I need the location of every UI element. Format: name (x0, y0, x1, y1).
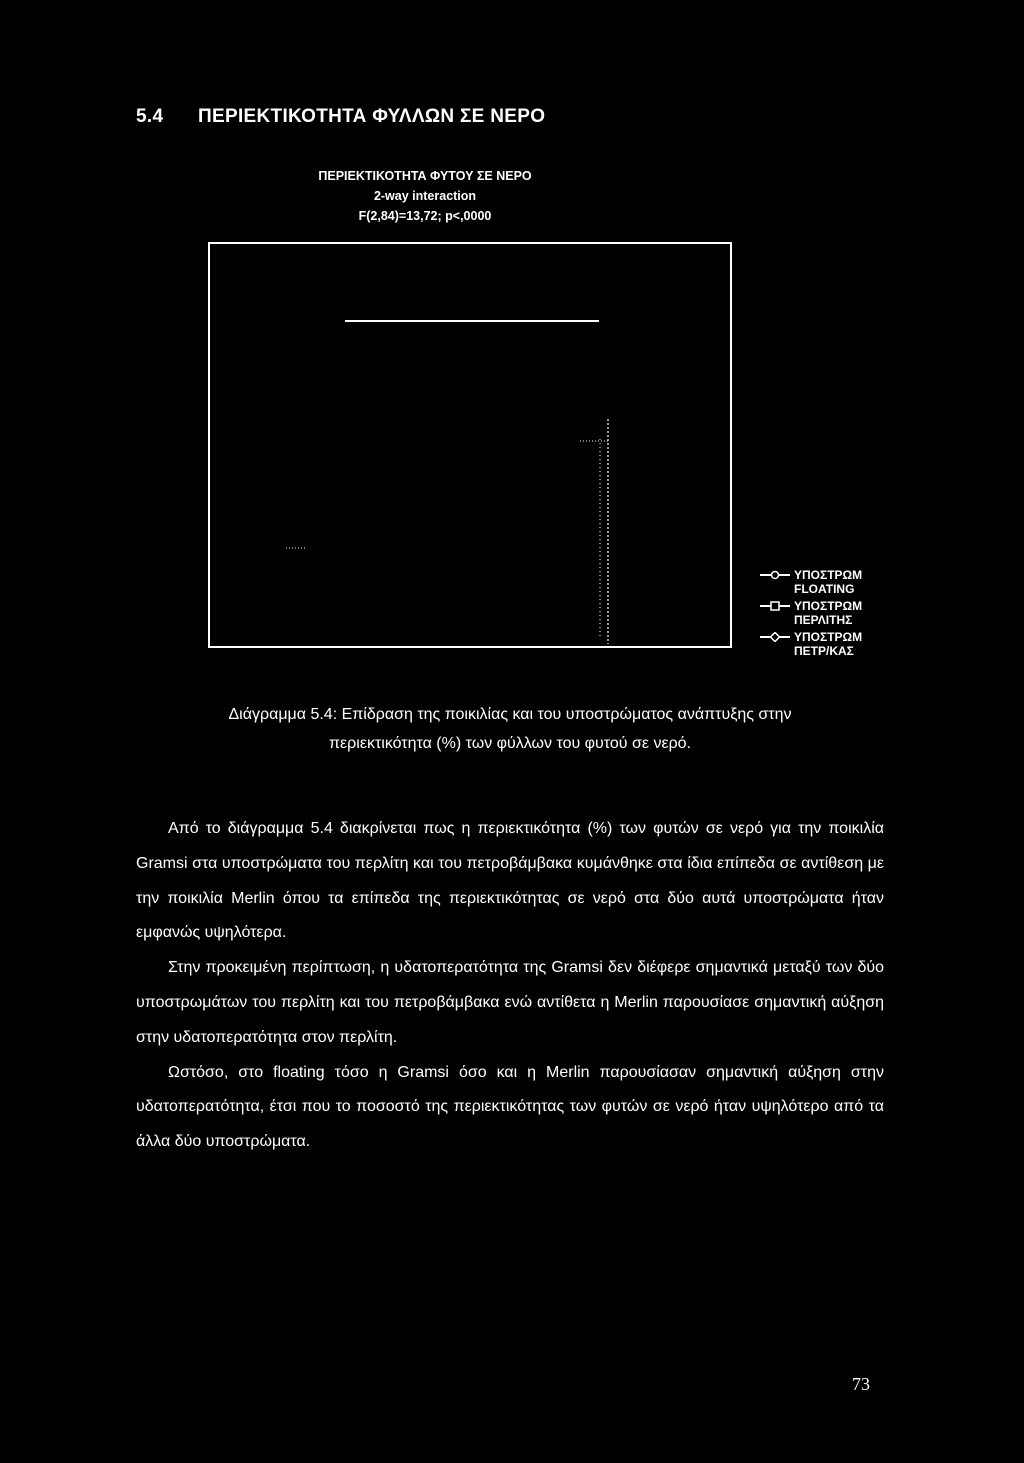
chart-title: ΠΕΡΙΕΚΤΙΚΟΤΗΤΑ ΦΥΤΟΥ ΣΕ ΝΕΡΟ (318, 169, 532, 183)
section-number: 5.4 (136, 106, 164, 127)
page-number: 73 (852, 1374, 870, 1394)
legend-label: ΠΕΡΛΙΤΗΣ (794, 613, 853, 627)
chart-subtitle: 2-way interaction (373, 189, 477, 203)
caption-line: περιεκτικότητα (%) των φύλλων του φυτού σε νερό. (328, 735, 692, 752)
figure-caption (136, 700, 884, 758)
legend-item-perlite (760, 599, 862, 627)
legend-item-floating (760, 568, 862, 596)
square-marker-icon (760, 601, 790, 611)
diamond-marker-icon (760, 632, 790, 642)
legend-label: ΥΠΟΣΤΡΩΜ (794, 599, 863, 613)
section-title: ΠΕΡΙΕΚΤΙΚΟΤΗΤΑ ΦΥΛΛΩΝ ΣΕ ΝΕΡΟ (198, 106, 546, 127)
section-heading (136, 106, 545, 128)
body-text (136, 812, 884, 1160)
chart-svg (210, 244, 730, 646)
legend-label: ΥΠΟΣΤΡΩΜ (794, 568, 863, 582)
paragraph: Ωστόσο, στο floating τόσο η Gramsi όσο και η Merlin παρουσίασαν σημαντική αύξηση στην υδατοπερατότητα, έτσι που το ποσοστό της περιεκτικότητας των φυτών σε νερό ήταν υψηλότερο από τα άλλα δύο υποστρώματα. (136, 1063, 884, 1151)
legend-item-rockwool (760, 630, 862, 658)
chart-statistic: F(2,84)=13,72; p<,0000 (358, 209, 492, 223)
legend-label: FLOATING (794, 582, 855, 596)
caption-line: Διάγραμμα 5.4: Επίδραση της ποικιλίας και του υποστρώματος ανάπτυξης στην (228, 706, 792, 723)
chart-plot-area (208, 242, 732, 648)
chart-legend (760, 568, 862, 661)
paragraph: Στην προκειμένη περίπτωση, η υδατοπερατότητα της Gramsi δεν διέφερε σημαντικά μεταξύ των δύο υποστρωμάτων του περλίτη και του πετροβάμβακα ενώ αντίθετα η Merlin παρουσίασε σημαντική αύξηση στην υδατοπερατότητα στον περλίτη. (136, 959, 884, 1046)
circle-marker-icon (760, 570, 790, 580)
legend-label: ΥΠΟΣΤΡΩΜ (794, 630, 863, 644)
paragraph: Από το διάγραμμα 5.4 διακρίνεται πως η περιεκτικότητα (%) των φυτών σε νερό για την ποικιλία Gramsi στα υποστρώματα του περλίτη και του πετροβάμβακα κυμάνθηκε στα ίδια επίπεδα σε αντίθεση με την ποικιλία Merlin όπου τα επίπεδα της περιεκτικότητας σε νερό στα δύο αυτά υποστρώματα ήταν εμφανώς υψηλότερα. (136, 820, 884, 942)
legend-label: ΠΕΤΡ/ΚΑΣ (794, 644, 854, 658)
